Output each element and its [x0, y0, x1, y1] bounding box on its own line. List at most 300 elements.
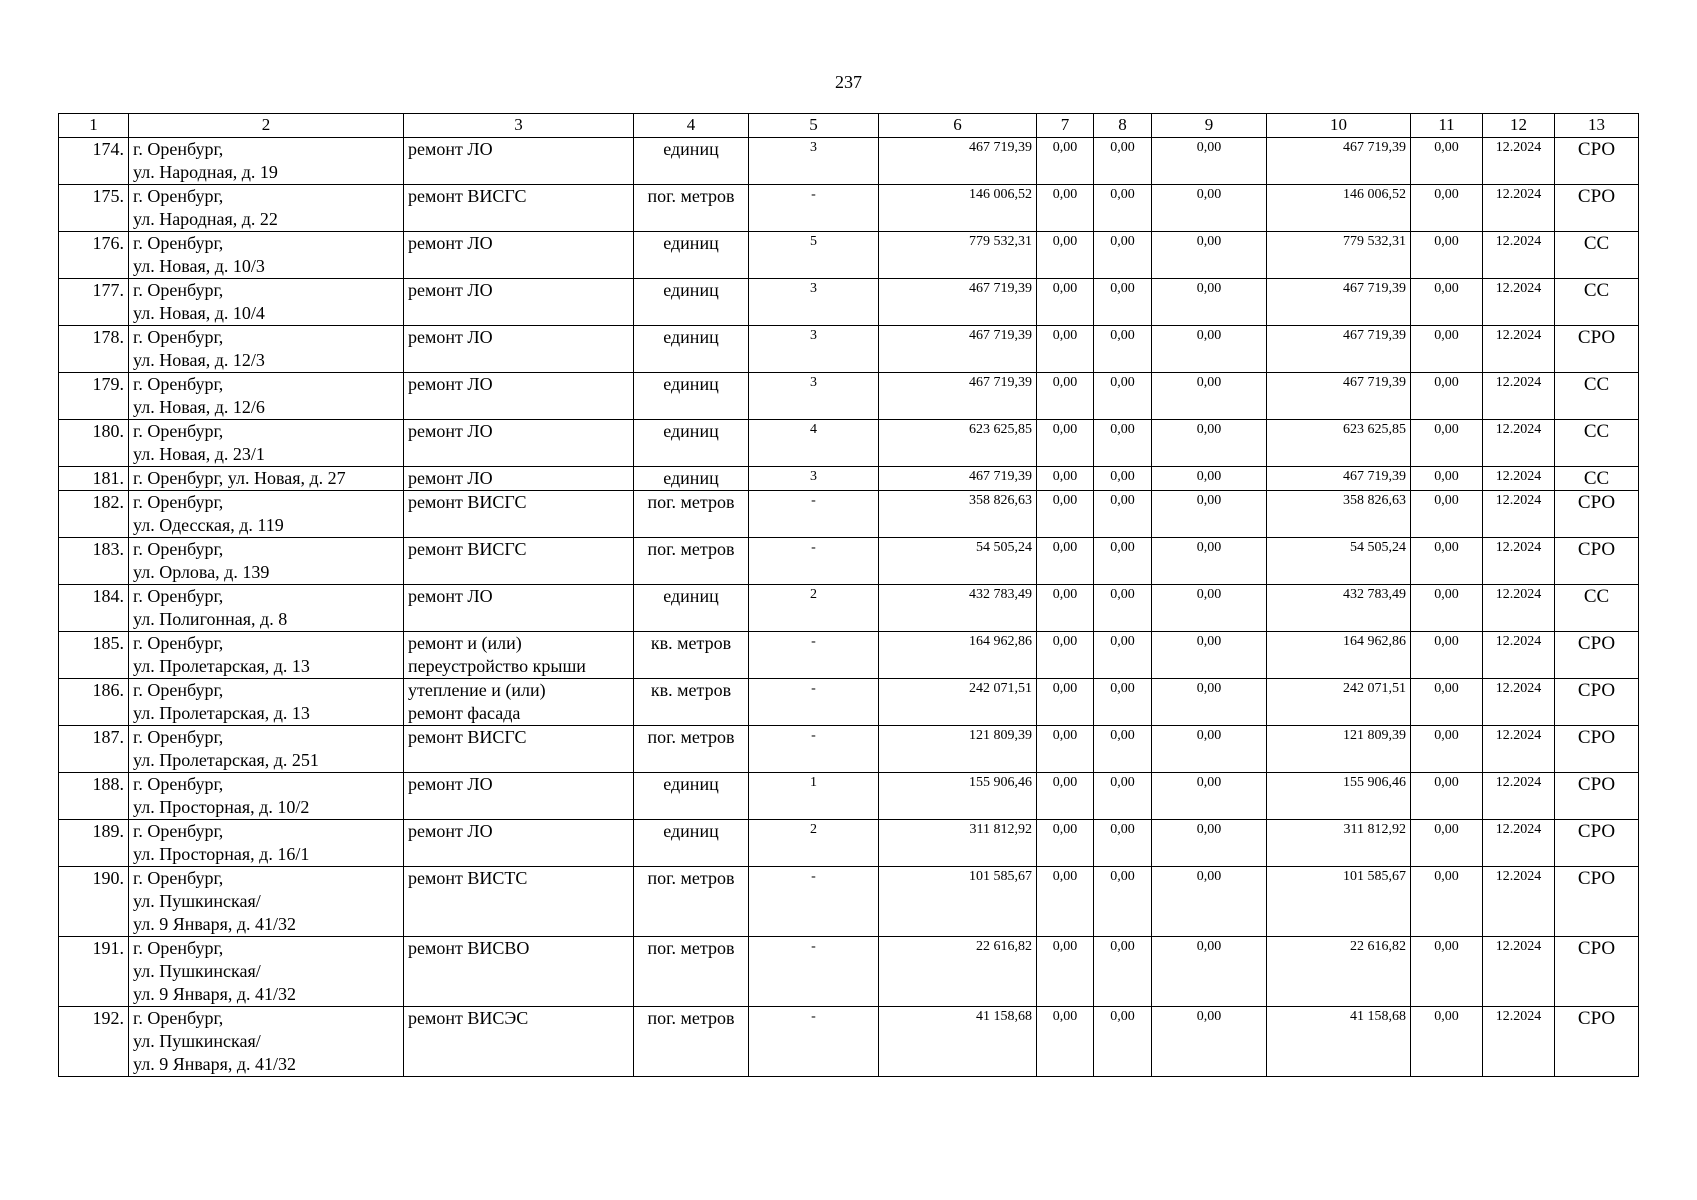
value-cell-7: 0,00: [1037, 937, 1094, 1007]
address-cell: [129, 867, 404, 937]
value-cell-8: 0,00: [1094, 937, 1152, 1007]
work-type-cell-line: ремонт ВИСЭС: [408, 1008, 529, 1028]
address-cell-line: ул. Просторная, д. 16/1: [133, 844, 310, 864]
address-cell-line: ул. Пролетарская, д. 251: [133, 750, 319, 770]
total-cost-cell: 311 812,92: [879, 820, 1037, 867]
unit-cell: единиц: [634, 279, 749, 326]
address-cell-line: ул. Полигонная, д. 8: [133, 609, 288, 629]
completion-date-cell: 12.2024: [1483, 232, 1555, 279]
unit-cell: пог. метров: [634, 867, 749, 937]
work-type-cell-line: ремонт ВИСГС: [408, 492, 527, 512]
row-number: 188.: [59, 773, 129, 820]
work-type-cell-line: ремонт ВИСГС: [408, 539, 527, 559]
work-type-cell: [404, 326, 634, 373]
address-cell: [129, 491, 404, 538]
unit-cell: пог. метров: [634, 491, 749, 538]
work-type-cell: [404, 538, 634, 585]
value-cell-11: 0,00: [1411, 326, 1483, 373]
address-cell-line: г. Оренбург,: [133, 327, 224, 347]
address-cell: [129, 420, 404, 467]
quantity-cell: 4: [749, 420, 879, 467]
total-cost-cell: 467 719,39: [879, 373, 1037, 420]
work-type-cell: [404, 1007, 634, 1077]
value-cell-7: 0,00: [1037, 773, 1094, 820]
value-cell-8: 0,00: [1094, 820, 1152, 867]
fund-cost-cell: 432 783,49: [1267, 585, 1411, 632]
value-cell-8: 0,00: [1094, 373, 1152, 420]
value-cell-7: 0,00: [1037, 467, 1094, 491]
completion-date-cell: 12.2024: [1483, 420, 1555, 467]
value-cell-9: 0,00: [1152, 326, 1267, 373]
value-cell-9: 0,00: [1152, 538, 1267, 585]
address-cell: [129, 185, 404, 232]
value-cell-9: 0,00: [1152, 679, 1267, 726]
address-cell: [129, 373, 404, 420]
quantity-cell: 2: [749, 585, 879, 632]
quantity-cell: 2: [749, 820, 879, 867]
fund-cost-cell: 467 719,39: [1267, 138, 1411, 185]
column-header-4: 4: [634, 114, 749, 138]
table-row: [59, 585, 1639, 632]
value-cell-11: 0,00: [1411, 632, 1483, 679]
total-cost-cell: 155 906,46: [879, 773, 1037, 820]
fund-cost-cell: 467 719,39: [1267, 326, 1411, 373]
value-cell-9: 0,00: [1152, 632, 1267, 679]
work-type-cell: [404, 491, 634, 538]
address-cell-line: г. Оренбург,: [133, 139, 224, 159]
address-cell: [129, 138, 404, 185]
total-cost-cell: 22 616,82: [879, 937, 1037, 1007]
value-cell-8: 0,00: [1094, 491, 1152, 538]
total-cost-cell: 467 719,39: [879, 467, 1037, 491]
account-type-cell: СРО: [1555, 138, 1639, 185]
value-cell-7: 0,00: [1037, 867, 1094, 937]
total-cost-cell: 146 006,52: [879, 185, 1037, 232]
value-cell-11: 0,00: [1411, 138, 1483, 185]
address-cell-line: ул. 9 Января, д. 41/32: [133, 984, 297, 1004]
total-cost-cell: 41 158,68: [879, 1007, 1037, 1077]
work-type-cell-line: ремонт ЛО: [408, 139, 493, 159]
table-row: [59, 867, 1639, 937]
unit-cell: единиц: [634, 585, 749, 632]
address-cell-line: ул. Новая, д. 12/3: [133, 350, 265, 370]
total-cost-cell: 242 071,51: [879, 679, 1037, 726]
value-cell-11: 0,00: [1411, 773, 1483, 820]
value-cell-9: 0,00: [1152, 820, 1267, 867]
account-type-cell: СРО: [1555, 867, 1639, 937]
value-cell-7: 0,00: [1037, 491, 1094, 538]
account-type-cell: СС: [1555, 420, 1639, 467]
column-header-13: 13: [1555, 114, 1639, 138]
completion-date-cell: 12.2024: [1483, 867, 1555, 937]
value-cell-7: 0,00: [1037, 538, 1094, 585]
table-row: [59, 491, 1639, 538]
row-number: 177.: [59, 279, 129, 326]
completion-date-cell: 12.2024: [1483, 726, 1555, 773]
address-cell: [129, 726, 404, 773]
quantity-cell: -: [749, 679, 879, 726]
total-cost-cell: 467 719,39: [879, 326, 1037, 373]
row-number: 178.: [59, 326, 129, 373]
column-header-3: 3: [404, 114, 634, 138]
address-cell-line: ул. Пушкинская/: [133, 1031, 261, 1051]
address-cell-line: г. Оренбург,: [133, 586, 224, 606]
completion-date-cell: 12.2024: [1483, 679, 1555, 726]
quantity-cell: 5: [749, 232, 879, 279]
account-type-cell: СРО: [1555, 538, 1639, 585]
table-row: [59, 232, 1639, 279]
row-number: 187.: [59, 726, 129, 773]
value-cell-8: 0,00: [1094, 585, 1152, 632]
work-type-cell: [404, 138, 634, 185]
work-type-cell-line: утепление и (или): [408, 680, 546, 700]
table-row: [59, 420, 1639, 467]
unit-cell: кв. метров: [634, 632, 749, 679]
table-row: [59, 467, 1639, 491]
account-type-cell: СРО: [1555, 632, 1639, 679]
work-type-cell: [404, 185, 634, 232]
unit-cell: пог. метров: [634, 937, 749, 1007]
table-row: [59, 138, 1639, 185]
quantity-cell: -: [749, 1007, 879, 1077]
address-cell-line: г. Оренбург,: [133, 633, 224, 653]
value-cell-9: 0,00: [1152, 726, 1267, 773]
row-number: 190.: [59, 867, 129, 937]
quantity-cell: 3: [749, 138, 879, 185]
quantity-cell: 1: [749, 773, 879, 820]
value-cell-11: 0,00: [1411, 185, 1483, 232]
fund-cost-cell: 242 071,51: [1267, 679, 1411, 726]
table-row: [59, 632, 1639, 679]
work-type-cell-line: ремонт ЛО: [408, 374, 493, 394]
address-cell-line: ул. Пролетарская, д. 13: [133, 703, 310, 723]
column-header-11: 11: [1411, 114, 1483, 138]
account-type-cell: СС: [1555, 585, 1639, 632]
address-cell-line: г. Оренбург,: [133, 938, 224, 958]
column-header-6: 6: [879, 114, 1037, 138]
value-cell-7: 0,00: [1037, 373, 1094, 420]
unit-cell: единиц: [634, 773, 749, 820]
value-cell-9: 0,00: [1152, 185, 1267, 232]
fund-cost-cell: 467 719,39: [1267, 279, 1411, 326]
unit-cell: единиц: [634, 326, 749, 373]
unit-cell: единиц: [634, 138, 749, 185]
value-cell-7: 0,00: [1037, 326, 1094, 373]
row-number: 189.: [59, 820, 129, 867]
header-row: [59, 114, 1639, 138]
address-cell: [129, 679, 404, 726]
address-cell-line: г. Оренбург,: [133, 492, 224, 512]
completion-date-cell: 12.2024: [1483, 632, 1555, 679]
fund-cost-cell: 779 532,31: [1267, 232, 1411, 279]
address-cell: [129, 820, 404, 867]
value-cell-11: 0,00: [1411, 820, 1483, 867]
registry-table: [58, 113, 1639, 1077]
fund-cost-cell: 22 616,82: [1267, 937, 1411, 1007]
unit-cell: единиц: [634, 820, 749, 867]
completion-date-cell: 12.2024: [1483, 820, 1555, 867]
address-cell-line: г. Оренбург,: [133, 774, 224, 794]
unit-cell: пог. метров: [634, 185, 749, 232]
work-type-cell: [404, 585, 634, 632]
value-cell-7: 0,00: [1037, 232, 1094, 279]
address-cell-line: г. Оренбург,: [133, 821, 224, 841]
fund-cost-cell: 101 585,67: [1267, 867, 1411, 937]
address-cell-line: ул. Пролетарская, д. 13: [133, 656, 310, 676]
fund-cost-cell: 311 812,92: [1267, 820, 1411, 867]
address-cell-line: ул. Новая, д. 12/6: [133, 397, 265, 417]
quantity-cell: -: [749, 726, 879, 773]
work-type-cell-line: ремонт ЛО: [408, 774, 493, 794]
row-number: 181.: [59, 467, 129, 491]
address-cell-line: г. Оренбург,: [133, 727, 224, 747]
account-type-cell: СС: [1555, 279, 1639, 326]
address-cell: [129, 1007, 404, 1077]
row-number: 185.: [59, 632, 129, 679]
table-body: [59, 138, 1639, 1077]
account-type-cell: СРО: [1555, 326, 1639, 373]
value-cell-9: 0,00: [1152, 279, 1267, 326]
account-type-cell: СРО: [1555, 726, 1639, 773]
address-cell-line: г. Оренбург,: [133, 868, 224, 888]
address-cell: [129, 326, 404, 373]
address-cell-line: г. Оренбург,: [133, 280, 224, 300]
fund-cost-cell: 467 719,39: [1267, 373, 1411, 420]
completion-date-cell: 12.2024: [1483, 373, 1555, 420]
work-type-cell: [404, 726, 634, 773]
work-type-cell-line: ремонт ЛО: [408, 821, 493, 841]
fund-cost-cell: 623 625,85: [1267, 420, 1411, 467]
table-row: [59, 726, 1639, 773]
address-cell-line: ул. Пушкинская/: [133, 961, 261, 981]
value-cell-7: 0,00: [1037, 726, 1094, 773]
work-type-cell-line: ремонт ЛО: [408, 468, 493, 488]
fund-cost-cell: 41 158,68: [1267, 1007, 1411, 1077]
value-cell-8: 0,00: [1094, 726, 1152, 773]
completion-date-cell: 12.2024: [1483, 585, 1555, 632]
account-type-cell: СС: [1555, 232, 1639, 279]
table-row: [59, 279, 1639, 326]
row-number: 191.: [59, 937, 129, 1007]
completion-date-cell: 12.2024: [1483, 937, 1555, 1007]
quantity-cell: 3: [749, 279, 879, 326]
quantity-cell: -: [749, 538, 879, 585]
address-cell: [129, 632, 404, 679]
value-cell-7: 0,00: [1037, 138, 1094, 185]
value-cell-11: 0,00: [1411, 1007, 1483, 1077]
address-cell-line: ул. Пушкинская/: [133, 891, 261, 911]
address-cell-line: ул. 9 Января, д. 41/32: [133, 914, 297, 934]
table-row: [59, 538, 1639, 585]
value-cell-9: 0,00: [1152, 420, 1267, 467]
page-number: 237: [835, 72, 862, 92]
quantity-cell: -: [749, 185, 879, 232]
unit-cell: единиц: [634, 420, 749, 467]
address-cell-line: г. Оренбург,: [133, 374, 224, 394]
address-cell-line: г. Оренбург,: [133, 539, 224, 559]
work-type-cell: [404, 373, 634, 420]
row-number: 180.: [59, 420, 129, 467]
value-cell-8: 0,00: [1094, 232, 1152, 279]
value-cell-8: 0,00: [1094, 185, 1152, 232]
address-cell-line: ул. Народная, д. 19: [133, 162, 278, 182]
account-type-cell: СРО: [1555, 820, 1639, 867]
address-cell-line: г. Оренбург,: [133, 421, 224, 441]
row-number: 182.: [59, 491, 129, 538]
value-cell-11: 0,00: [1411, 867, 1483, 937]
completion-date-cell: 12.2024: [1483, 491, 1555, 538]
address-cell: [129, 585, 404, 632]
value-cell-8: 0,00: [1094, 138, 1152, 185]
account-type-cell: СРО: [1555, 937, 1639, 1007]
address-cell-line: ул. Орлова, д. 139: [133, 562, 270, 582]
value-cell-8: 0,00: [1094, 538, 1152, 585]
work-type-cell: [404, 820, 634, 867]
value-cell-9: 0,00: [1152, 138, 1267, 185]
fund-cost-cell: 155 906,46: [1267, 773, 1411, 820]
completion-date-cell: 12.2024: [1483, 538, 1555, 585]
address-cell-line: ул. Новая, д. 10/4: [133, 303, 265, 323]
fund-cost-cell: 467 719,39: [1267, 467, 1411, 491]
column-header-2: 2: [129, 114, 404, 138]
work-type-cell: [404, 279, 634, 326]
fund-cost-cell: 164 962,86: [1267, 632, 1411, 679]
table-row: [59, 679, 1639, 726]
column-header-5: 5: [749, 114, 879, 138]
row-number: 179.: [59, 373, 129, 420]
fund-cost-cell: 358 826,63: [1267, 491, 1411, 538]
account-type-cell: СРО: [1555, 491, 1639, 538]
address-cell-line: г. Оренбург, ул. Новая, д. 27: [133, 468, 346, 488]
fund-cost-cell: 146 006,52: [1267, 185, 1411, 232]
value-cell-8: 0,00: [1094, 679, 1152, 726]
account-type-cell: СРО: [1555, 1007, 1639, 1077]
completion-date-cell: 12.2024: [1483, 773, 1555, 820]
column-header-10: 10: [1267, 114, 1411, 138]
value-cell-7: 0,00: [1037, 585, 1094, 632]
work-type-cell: [404, 232, 634, 279]
work-type-cell: [404, 467, 634, 491]
completion-date-cell: 12.2024: [1483, 185, 1555, 232]
quantity-cell: -: [749, 867, 879, 937]
account-type-cell: СРО: [1555, 679, 1639, 726]
work-type-cell: [404, 420, 634, 467]
account-type-cell: СС: [1555, 373, 1639, 420]
table-row: [59, 326, 1639, 373]
table-row: [59, 937, 1639, 1007]
address-cell-line: ул. 9 Января, д. 41/32: [133, 1054, 297, 1074]
address-cell-line: г. Оренбург,: [133, 233, 224, 253]
completion-date-cell: 12.2024: [1483, 279, 1555, 326]
value-cell-11: 0,00: [1411, 679, 1483, 726]
value-cell-8: 0,00: [1094, 632, 1152, 679]
row-number: 176.: [59, 232, 129, 279]
column-header-9: 9: [1152, 114, 1267, 138]
work-type-cell-line: ремонт ВИСГС: [408, 727, 527, 747]
address-cell-line: г. Оренбург,: [133, 186, 224, 206]
work-type-cell: [404, 937, 634, 1007]
row-number: 183.: [59, 538, 129, 585]
value-cell-7: 0,00: [1037, 279, 1094, 326]
value-cell-9: 0,00: [1152, 373, 1267, 420]
quantity-cell: 3: [749, 373, 879, 420]
value-cell-8: 0,00: [1094, 326, 1152, 373]
value-cell-8: 0,00: [1094, 467, 1152, 491]
completion-date-cell: 12.2024: [1483, 467, 1555, 491]
total-cost-cell: 358 826,63: [879, 491, 1037, 538]
table-row: [59, 773, 1639, 820]
account-type-cell: СРО: [1555, 773, 1639, 820]
work-type-cell-line: ремонт ЛО: [408, 586, 493, 606]
value-cell-11: 0,00: [1411, 538, 1483, 585]
address-cell-line: ул. Новая, д. 10/3: [133, 256, 265, 276]
quantity-cell: -: [749, 491, 879, 538]
work-type-cell-line: ремонт ВИСГС: [408, 186, 527, 206]
value-cell-8: 0,00: [1094, 773, 1152, 820]
address-cell-line: ул. Одесская, д. 119: [133, 515, 284, 535]
row-number: 184.: [59, 585, 129, 632]
table-row: [59, 373, 1639, 420]
total-cost-cell: 164 962,86: [879, 632, 1037, 679]
unit-cell: пог. метров: [634, 1007, 749, 1077]
value-cell-7: 0,00: [1037, 1007, 1094, 1077]
value-cell-11: 0,00: [1411, 937, 1483, 1007]
value-cell-8: 0,00: [1094, 279, 1152, 326]
quantity-cell: 3: [749, 467, 879, 491]
unit-cell: единиц: [634, 232, 749, 279]
value-cell-11: 0,00: [1411, 726, 1483, 773]
address-cell: [129, 232, 404, 279]
total-cost-cell: 101 585,67: [879, 867, 1037, 937]
address-cell-line: г. Оренбург,: [133, 1008, 224, 1028]
value-cell-9: 0,00: [1152, 867, 1267, 937]
address-cell: [129, 773, 404, 820]
work-type-cell-line: ремонт и (или): [408, 633, 522, 653]
value-cell-7: 0,00: [1037, 185, 1094, 232]
unit-cell: пог. метров: [634, 726, 749, 773]
unit-cell: единиц: [634, 373, 749, 420]
table-row: [59, 185, 1639, 232]
value-cell-7: 0,00: [1037, 632, 1094, 679]
row-number: 192.: [59, 1007, 129, 1077]
total-cost-cell: 779 532,31: [879, 232, 1037, 279]
quantity-cell: -: [749, 937, 879, 1007]
work-type-cell: [404, 867, 634, 937]
column-header-7: 7: [1037, 114, 1094, 138]
value-cell-8: 0,00: [1094, 1007, 1152, 1077]
account-type-cell: СРО: [1555, 185, 1639, 232]
row-number: 175.: [59, 185, 129, 232]
row-number: 186.: [59, 679, 129, 726]
value-cell-11: 0,00: [1411, 373, 1483, 420]
fund-cost-cell: 121 809,39: [1267, 726, 1411, 773]
unit-cell: пог. метров: [634, 538, 749, 585]
quantity-cell: 3: [749, 326, 879, 373]
work-type-cell: [404, 632, 634, 679]
value-cell-11: 0,00: [1411, 279, 1483, 326]
work-type-cell: [404, 773, 634, 820]
value-cell-9: 0,00: [1152, 937, 1267, 1007]
address-cell-line: ул. Просторная, д. 10/2: [133, 797, 310, 817]
work-type-cell-line: ремонт ВИСТС: [408, 868, 528, 888]
value-cell-11: 0,00: [1411, 232, 1483, 279]
value-cell-9: 0,00: [1152, 467, 1267, 491]
value-cell-11: 0,00: [1411, 420, 1483, 467]
value-cell-11: 0,00: [1411, 585, 1483, 632]
value-cell-11: 0,00: [1411, 491, 1483, 538]
value-cell-7: 0,00: [1037, 820, 1094, 867]
value-cell-9: 0,00: [1152, 585, 1267, 632]
